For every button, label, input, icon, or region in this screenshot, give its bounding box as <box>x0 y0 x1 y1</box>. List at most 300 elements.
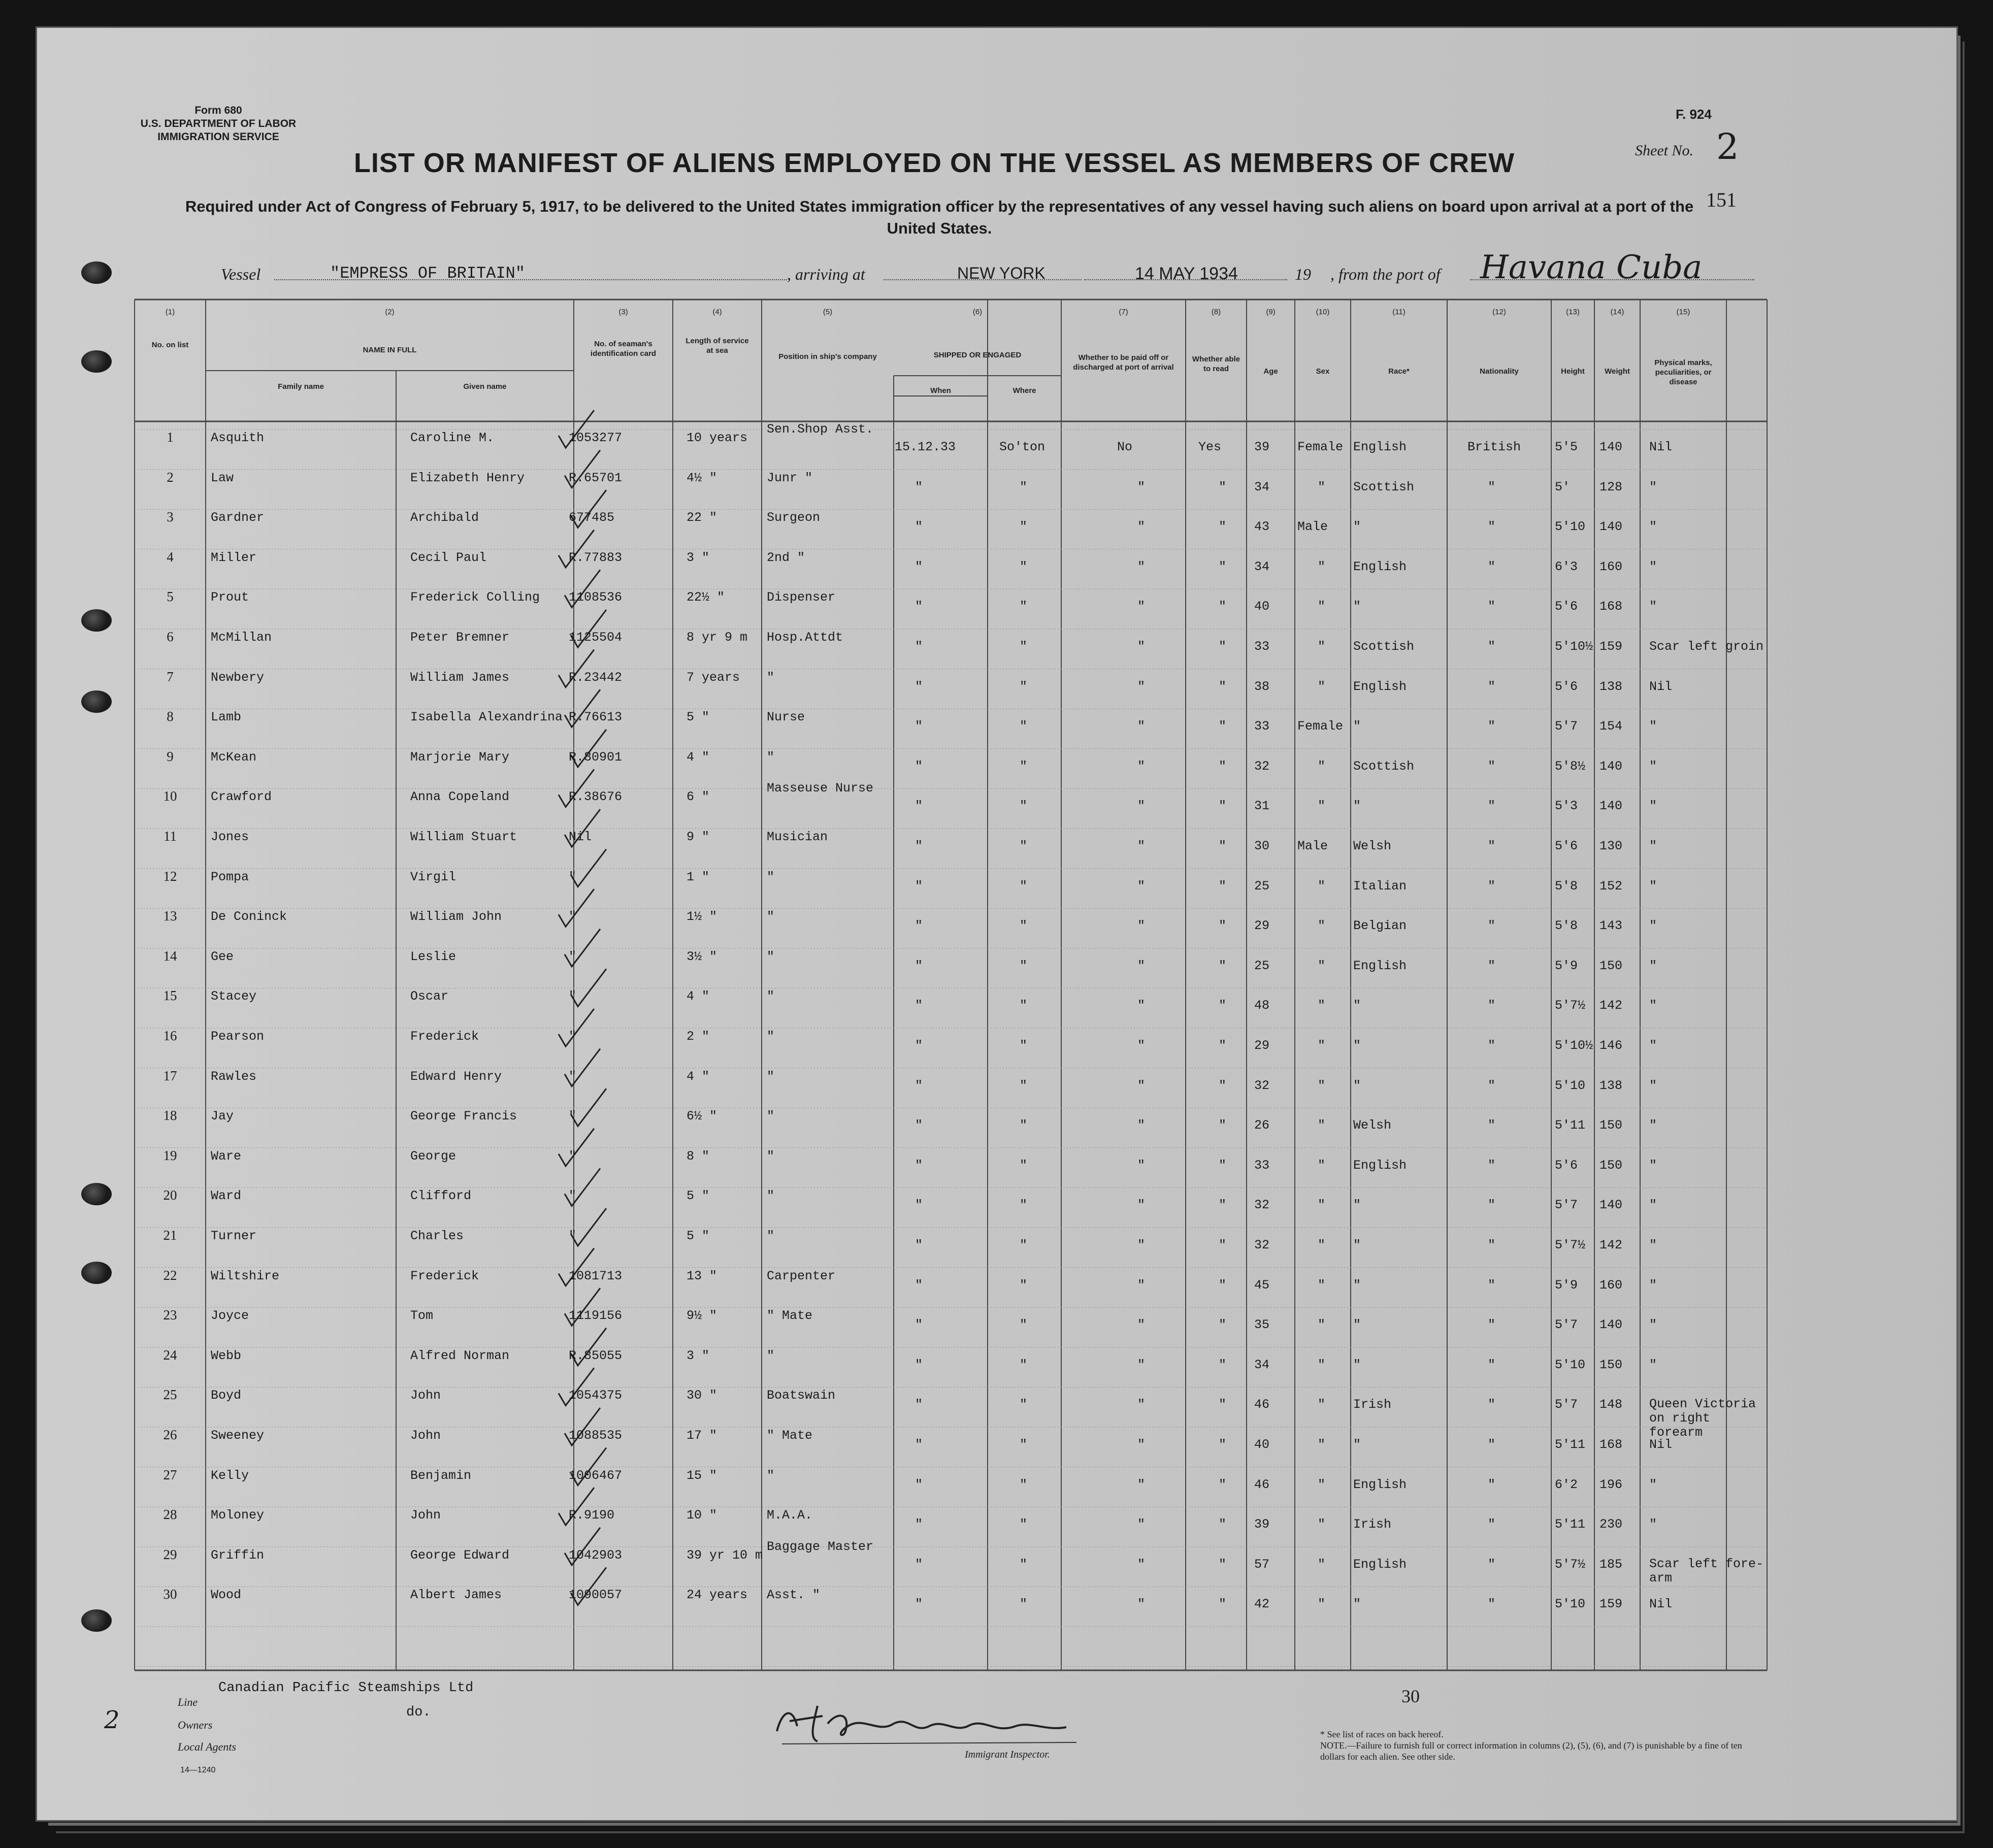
id-card: " <box>569 1109 577 1124</box>
column-number: (5) <box>823 308 833 316</box>
height: 5'9 <box>1555 1277 1578 1293</box>
paid-off: " <box>1137 1397 1146 1412</box>
engaged-when: " <box>915 1557 923 1572</box>
race: " <box>1353 799 1361 814</box>
service-length: 24 years <box>687 1588 748 1603</box>
service-length: 1½ " <box>687 909 717 925</box>
race: English <box>1353 1557 1407 1572</box>
weight: 150 <box>1599 1357 1623 1372</box>
engaged-where: " <box>1020 1118 1028 1133</box>
family-name: Turner <box>211 1229 257 1243</box>
id-card: 1054375 <box>569 1388 623 1403</box>
paid-off: " <box>1137 1557 1146 1572</box>
column-number: (15) <box>1676 308 1690 316</box>
able-to-read: " <box>1219 1437 1227 1452</box>
able-to-read: " <box>1219 1477 1227 1492</box>
physical-marks: Queen Victoria on right forearm <box>1649 1397 1756 1440</box>
paid-off: " <box>1137 1238 1146 1252</box>
able-to-read: " <box>1219 599 1227 614</box>
ship-position: " <box>767 909 775 925</box>
column-number: (4) <box>712 308 722 316</box>
given-name: Frederick <box>410 1268 479 1283</box>
from-label: , from the port of <box>1330 265 1441 283</box>
id-card: " <box>569 1148 577 1164</box>
margin-mark: 2 <box>104 1706 120 1734</box>
race: English <box>1353 679 1407 694</box>
service-length: 5 " <box>687 1189 710 1204</box>
given-name: Marjorie Mary <box>410 749 510 765</box>
sheet-number: 2 <box>1716 126 1739 168</box>
able-to-read: " <box>1219 1357 1227 1372</box>
nationality: " <box>1488 878 1496 894</box>
sex: " <box>1318 599 1326 614</box>
able-to-read: " <box>1219 998 1227 1013</box>
engaged-where: " <box>1020 799 1028 814</box>
ship-position: " <box>767 1148 775 1164</box>
id-card: " <box>569 1229 577 1243</box>
row-number: 14 <box>163 948 177 964</box>
able-to-read: " <box>1219 958 1227 973</box>
nationality: British <box>1467 440 1521 454</box>
ship-position: Asst. " <box>767 1588 821 1603</box>
race: Scottish <box>1353 639 1415 654</box>
weight: 140 <box>1599 1317 1623 1333</box>
able-to-read: " <box>1219 1597 1227 1612</box>
paid-off: " <box>1137 639 1146 654</box>
column-number: (7) <box>1119 308 1128 316</box>
race: Welsh <box>1353 1118 1392 1133</box>
able-to-read: " <box>1219 1517 1227 1532</box>
engaged-where: " <box>1020 1078 1028 1093</box>
age: 39 <box>1254 1517 1270 1532</box>
nationality: " <box>1488 1158 1496 1173</box>
physical-marks: " <box>1649 479 1657 494</box>
physical-marks: " <box>1649 1517 1657 1532</box>
ship-position: Dispenser <box>767 590 836 605</box>
nationality: " <box>1488 958 1496 973</box>
family-name: McKean <box>211 749 257 765</box>
able-to-read: " <box>1219 639 1227 654</box>
ship-position: Junr " <box>767 470 813 485</box>
sex: " <box>1318 1277 1326 1293</box>
height: 5'10 <box>1555 1357 1586 1372</box>
id-card-header: No. of seaman's identification card <box>590 340 657 358</box>
engaged-when: " <box>915 1357 923 1372</box>
ship-position: " <box>767 1189 775 1204</box>
id-card: " <box>569 949 577 964</box>
paid-off: " <box>1137 1357 1146 1372</box>
where-header: Where <box>1012 386 1036 395</box>
physical-marks: " <box>1649 1317 1657 1333</box>
row-number: 15 <box>163 988 177 1004</box>
able-to-read: " <box>1219 799 1227 814</box>
engaged-when: " <box>915 1437 923 1452</box>
ship-position: " <box>767 1069 775 1084</box>
ship-position: M.A.A. <box>767 1508 813 1523</box>
physical-marks: " <box>1649 719 1657 734</box>
ship-position: Surgeon <box>767 510 821 525</box>
physical-marks: " <box>1649 1038 1657 1053</box>
ship-position: Carpenter <box>767 1268 836 1283</box>
form-number: Form 680 <box>194 105 242 116</box>
height: 6'3 <box>1555 559 1578 574</box>
paid-off: " <box>1137 1317 1146 1333</box>
weight-header: Weight <box>1605 367 1630 376</box>
id-card: " <box>569 1069 577 1084</box>
engaged-where: " <box>1020 1557 1028 1572</box>
sex: " <box>1318 958 1326 973</box>
sex: " <box>1318 918 1326 934</box>
nationality-header: Nationality <box>1480 367 1519 376</box>
able-to-read: " <box>1219 1557 1227 1572</box>
able-to-read: " <box>1219 758 1227 774</box>
engaged-when: " <box>915 1238 923 1252</box>
sex: " <box>1318 1238 1326 1252</box>
weight: 150 <box>1599 1158 1623 1173</box>
race: Belgian <box>1353 918 1407 934</box>
race: " <box>1353 1238 1361 1252</box>
id-card: 1125504 <box>569 630 623 645</box>
height: 5'7½ <box>1555 1238 1586 1252</box>
race: " <box>1353 1277 1361 1293</box>
weight: 168 <box>1599 599 1623 614</box>
paid-off: " <box>1137 1038 1146 1053</box>
paid-off: " <box>1137 1517 1146 1532</box>
height: 5'7 <box>1555 1317 1578 1333</box>
service-length: 3 " <box>687 550 710 565</box>
service-length: 9 " <box>687 830 710 844</box>
engaged-where: " <box>1020 1397 1028 1412</box>
ship-position: Sen.Shop Asst. <box>767 422 874 437</box>
column-number: (1) <box>165 308 175 316</box>
physical-marks: " <box>1649 1238 1657 1252</box>
race: " <box>1353 1078 1361 1093</box>
race: " <box>1353 1597 1361 1612</box>
service-length: 13 " <box>687 1268 717 1283</box>
height: 5'10 <box>1555 1597 1586 1612</box>
height: 5'6 <box>1555 679 1578 694</box>
service-length: 8 " <box>687 1148 710 1164</box>
ship-position: " <box>767 1229 775 1243</box>
nationality: " <box>1488 1198 1496 1213</box>
paid-off: " <box>1137 1477 1146 1492</box>
sex: " <box>1318 998 1326 1013</box>
height: 5'6 <box>1555 1158 1578 1173</box>
sex: " <box>1318 1397 1326 1412</box>
height: 5'7½ <box>1555 998 1586 1013</box>
able-to-read: " <box>1219 1317 1227 1333</box>
id-card: " <box>569 1029 577 1044</box>
service-length: 7 years <box>687 670 740 685</box>
column-number: (12) <box>1492 308 1506 316</box>
family-name: McMillan <box>211 630 272 645</box>
age: 29 <box>1254 1038 1270 1053</box>
id-card: " <box>569 909 577 925</box>
row-number: 26 <box>163 1427 177 1442</box>
physical-marks: Nil <box>1649 1597 1673 1612</box>
engaged-where: " <box>1020 559 1028 574</box>
service-length: 4 " <box>687 1069 710 1084</box>
height-header: Height <box>1561 367 1585 376</box>
sex: " <box>1318 679 1326 694</box>
paid-off: " <box>1137 1198 1146 1213</box>
physical-marks: " <box>1649 519 1657 535</box>
ship-position: 2nd " <box>767 550 805 565</box>
age: 32 <box>1254 1238 1270 1252</box>
column-number: (2) <box>385 308 395 316</box>
sex: " <box>1318 1477 1326 1492</box>
engaged-where: " <box>1020 958 1028 973</box>
engaged-when: " <box>915 679 923 694</box>
engaged-when: " <box>915 1277 923 1293</box>
able-to-read: " <box>1219 479 1227 494</box>
sex: " <box>1318 878 1326 894</box>
id-card: 1119156 <box>569 1308 623 1324</box>
given-name: Elizabeth Henry <box>410 470 525 485</box>
row-number: 9 <box>167 748 174 764</box>
given-name: Benjamin <box>410 1468 472 1483</box>
inspector-label: Immigrant Inspector. <box>965 1749 1050 1760</box>
engaged-when: " <box>915 918 923 934</box>
vessel-label: Vessel <box>221 265 261 283</box>
age: 31 <box>1254 799 1270 814</box>
family-name: Rawles <box>211 1069 257 1084</box>
physical-marks: " <box>1649 1477 1657 1492</box>
nationality: " <box>1488 918 1496 934</box>
given-name: John <box>410 1508 441 1523</box>
shipped-header: SHIPPED OR ENGAGED <box>933 351 1022 359</box>
paid-off: " <box>1137 679 1146 694</box>
weight: 128 <box>1599 479 1623 494</box>
age: 57 <box>1254 1557 1270 1572</box>
age: 46 <box>1254 1397 1270 1412</box>
sheet-label: Sheet No. <box>1635 142 1693 159</box>
family-name: Stacey <box>211 989 257 1004</box>
paid-off: " <box>1137 878 1146 894</box>
row-number: 19 <box>163 1147 177 1163</box>
family-name: Crawford <box>211 789 272 805</box>
ship-position: " <box>767 869 775 884</box>
able-to-read: Yes <box>1198 440 1222 454</box>
sex-header: Sex <box>1316 367 1330 376</box>
ship-position: Baggage Master <box>767 1539 874 1554</box>
age: 38 <box>1254 679 1270 694</box>
given-name: Charles <box>410 1229 464 1243</box>
column-number: (9) <box>1266 308 1276 316</box>
able-to-read: " <box>1219 1158 1227 1173</box>
height: 5'8½ <box>1555 758 1586 774</box>
able-to-read: " <box>1219 1078 1227 1093</box>
service-length: 5 " <box>687 710 710 725</box>
engaged-when: " <box>915 559 923 574</box>
no-on-list-header: No. on list <box>151 341 189 349</box>
sex: " <box>1318 639 1326 654</box>
nationality: " <box>1488 519 1496 535</box>
age: 33 <box>1254 1158 1270 1173</box>
footnotes <box>1320 1729 1747 1762</box>
engaged-when: " <box>915 998 923 1013</box>
given-name: Virgil <box>410 869 456 884</box>
given-name: Leslie <box>410 949 456 964</box>
weight: 140 <box>1599 758 1623 774</box>
weight: 140 <box>1599 799 1623 814</box>
family-name: Lamb <box>211 710 242 725</box>
agents-label: Local Agents <box>178 1740 237 1753</box>
physical-marks: " <box>1649 958 1657 973</box>
id-card: R.80901 <box>569 749 623 765</box>
row-number: 21 <box>163 1228 177 1243</box>
service-length: 10 years <box>687 431 748 445</box>
weight: 130 <box>1599 839 1623 853</box>
family-name: Ward <box>211 1189 242 1204</box>
id-card: Nil <box>569 830 592 844</box>
race: " <box>1353 1317 1361 1333</box>
engaged-where: " <box>1020 1038 1028 1053</box>
race: English <box>1353 1477 1407 1492</box>
column-number: (10) <box>1316 308 1330 316</box>
nationality: " <box>1488 799 1496 814</box>
family-name: Gardner <box>211 510 265 525</box>
family-name: Jones <box>211 830 249 844</box>
engaged-where: " <box>1020 1357 1028 1372</box>
column-number: (3) <box>618 308 628 316</box>
ship-position: Musician <box>767 830 828 844</box>
weight: 142 <box>1599 1238 1623 1252</box>
given-name: John <box>410 1428 441 1443</box>
family-name: Pompa <box>211 869 249 884</box>
race-header: Race* <box>1388 367 1410 376</box>
age: 35 <box>1254 1317 1270 1333</box>
ship-position: " <box>767 670 775 685</box>
id-card: 1090057 <box>569 1588 623 1603</box>
owners-value: do. <box>406 1705 431 1720</box>
service-length: 5 " <box>687 1229 710 1243</box>
race: English <box>1353 440 1407 454</box>
physical-marks: " <box>1649 1078 1657 1093</box>
engaged-where: " <box>1020 998 1028 1013</box>
sex: " <box>1318 1357 1326 1372</box>
row-number: 12 <box>163 868 177 884</box>
engaged-when: 15.12.33 <box>895 440 956 454</box>
race: " <box>1353 1437 1361 1452</box>
sex: " <box>1318 1437 1326 1452</box>
sex: " <box>1318 1597 1326 1612</box>
engaged-where: " <box>1020 479 1028 494</box>
nationality: " <box>1488 998 1496 1013</box>
race: English <box>1353 559 1407 574</box>
weight: 168 <box>1599 1437 1623 1452</box>
physical-marks: " <box>1649 1277 1657 1293</box>
engaged-when: " <box>915 1038 923 1053</box>
height: 5'10½ <box>1555 1038 1593 1053</box>
physical-marks: " <box>1649 998 1657 1013</box>
able-to-read: " <box>1219 519 1227 535</box>
physical-marks: Nil <box>1649 1437 1673 1452</box>
paid-off: " <box>1137 918 1146 934</box>
family-name: Kelly <box>211 1468 249 1483</box>
ship-position: " <box>767 1109 775 1124</box>
family-name: Boyd <box>211 1388 242 1403</box>
weight: 185 <box>1599 1557 1623 1572</box>
penalty-note: NOTE.—Failure to furnish full or correct information in columns (2), (5), (6), and (7) is punishable by a fine of ten dollars for each alien. See other side. <box>1320 1740 1742 1762</box>
ship-position: Masseuse Nurse <box>767 781 874 796</box>
engaged-where: " <box>1020 519 1028 535</box>
able-to-read: " <box>1219 1277 1227 1293</box>
physical-marks: " <box>1649 1118 1657 1133</box>
sex: " <box>1318 1517 1326 1532</box>
family-name: De Coninck <box>211 909 287 925</box>
age: 40 <box>1254 599 1270 614</box>
weight: 138 <box>1599 1078 1623 1093</box>
engaged-where: " <box>1020 1158 1028 1173</box>
age-header: Age <box>1263 367 1278 376</box>
given-name: Edward Henry <box>410 1069 502 1084</box>
engaged-where: " <box>1020 1317 1028 1333</box>
physical-marks: " <box>1649 1198 1657 1213</box>
given-name: William James <box>410 670 510 685</box>
service-length: 30 " <box>687 1388 717 1403</box>
age: 29 <box>1254 918 1270 934</box>
sex: " <box>1318 559 1326 574</box>
ship-position: " Mate <box>767 1428 813 1443</box>
row-number: 7 <box>167 669 174 684</box>
paid-off: No <box>1117 440 1133 454</box>
read-header: Whether able to read <box>1192 355 1240 373</box>
ship-position: Nurse <box>767 710 805 725</box>
engaged-when: " <box>915 1317 923 1333</box>
family-name: Moloney <box>211 1508 265 1523</box>
row-number: 3 <box>167 509 174 525</box>
age: 45 <box>1254 1277 1270 1293</box>
sex: " <box>1318 1038 1326 1053</box>
service-length: 22½ " <box>687 590 725 605</box>
weight: 140 <box>1599 440 1623 454</box>
id-card: 1088535 <box>569 1428 623 1443</box>
ship-position: " <box>767 1029 775 1044</box>
age: 32 <box>1254 1198 1270 1213</box>
arrival-port: NEW YORK <box>957 264 1045 282</box>
ship-position: " <box>767 1348 775 1363</box>
weight: 142 <box>1599 998 1623 1013</box>
race: " <box>1353 1198 1361 1213</box>
race: " <box>1353 1357 1361 1372</box>
given-name: John <box>410 1388 441 1403</box>
service-length: 3½ " <box>687 949 717 964</box>
race: " <box>1353 519 1361 535</box>
weight: 148 <box>1599 1397 1623 1412</box>
physical-marks: " <box>1649 599 1657 614</box>
race: Scottish <box>1353 479 1415 494</box>
height: 5'5 <box>1555 440 1578 454</box>
id-card: R.23442 <box>569 670 623 685</box>
column-number: (11) <box>1392 308 1406 316</box>
physical-marks: " <box>1649 839 1657 853</box>
paid-off: " <box>1137 799 1146 814</box>
given-name: William John <box>410 909 502 925</box>
marks-header: Physical marks, peculiarities, or disease <box>1654 358 1712 386</box>
nationality: " <box>1488 679 1496 694</box>
height: 5'9 <box>1555 958 1578 973</box>
service-length: 22 " <box>687 510 717 525</box>
nationality: " <box>1488 1317 1496 1333</box>
ship-position: Hosp.Attdt <box>767 630 843 645</box>
nationality: " <box>1488 839 1496 853</box>
engaged-where: " <box>1020 918 1028 934</box>
id-card: 1042903 <box>569 1547 623 1563</box>
sex: Male <box>1297 519 1328 535</box>
line-label: Line <box>178 1696 198 1708</box>
given-name: Oscar <box>410 989 449 1004</box>
